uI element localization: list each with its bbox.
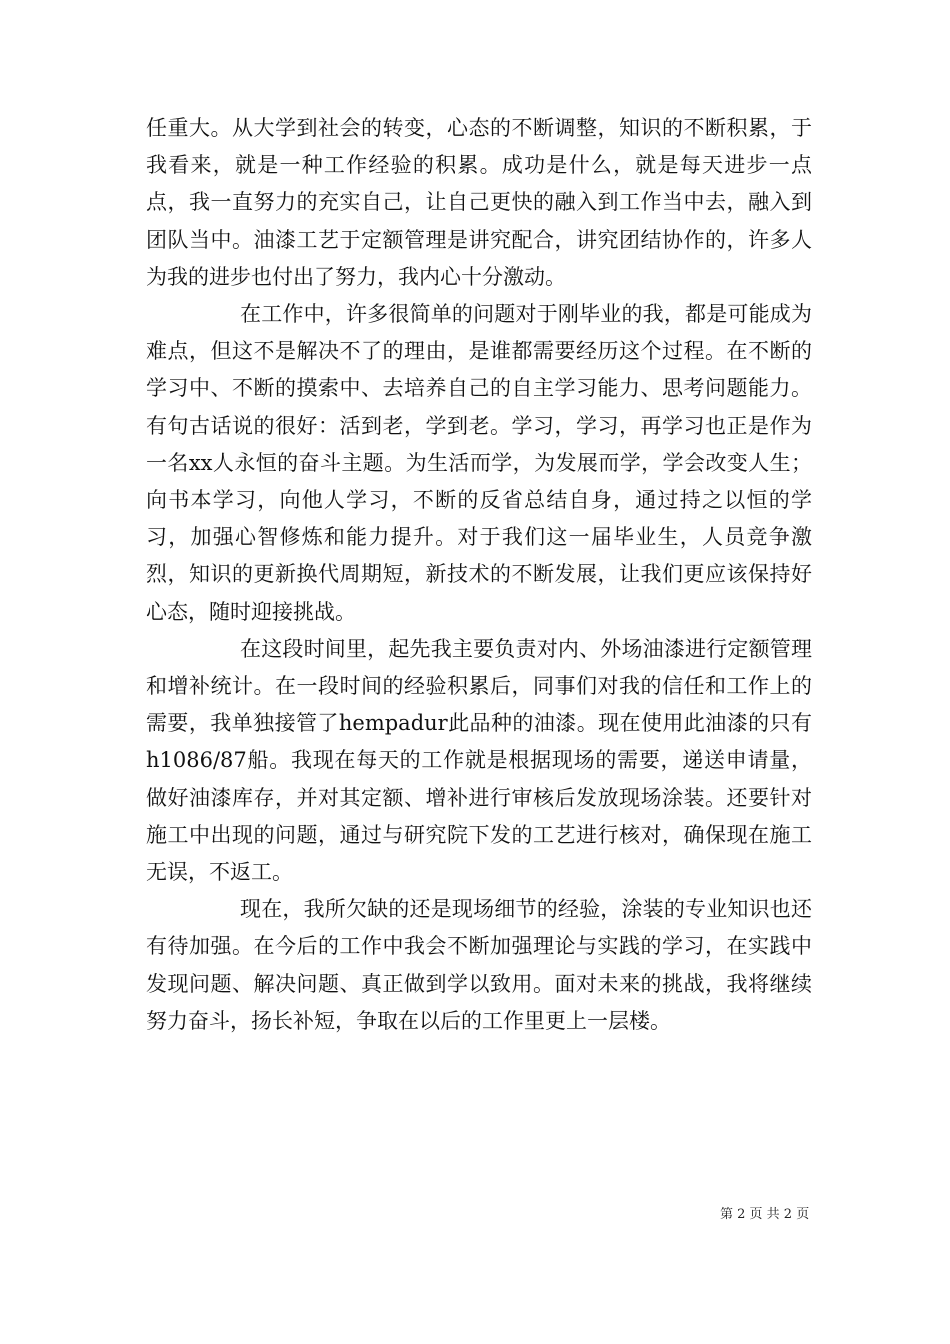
document-body [146, 110, 812, 1040]
paragraph-3: 在这段时间里，起先我主要负责对内、外场油漆进行定额管理和增补统计。在一段时间的经验积累后，同事们对我的信任和工作上的需要，我单独接管了hempadur此品种的油漆。现在使用此油漆的只有h1086/87船。我现在每天的工作就是根据现场的需要，递送申请量，做好油漆库存，并对其定额、增补进行审核后发放现场涂装。还要针对施工中出现的问题，通过与研究院下发的工艺进行核对，确保现在施工无误，不返工。 [146, 636, 812, 885]
paragraph-2: 在工作中，许多很简单的问题对于刚毕业的我，都是可能成为难点，但这不是解决不了的理由，是谁都需要经历这个过程。在不断的学习中、不断的摸索中、去培养自己的自主学习能力、思考问题能力。有句古话说的很好：活到老，学到老。学习，学习，再学习也正是作为一名xx人永恒的奋斗主题。为生活而学，为发展而学，学会改变人生；向书本学习，向他人学习，不断的反省总结自身，通过持之以恒的学习，加强心智修炼和能力提升。对于我们这一届毕业生，人员竞争激烈，知识的更新换代周期短，新技术的不断发展，让我们更应该保持好心态，随时迎接挑战。 [146, 302, 812, 624]
paragraph-4: 现在，我所欠缺的还是现场细节的经验，涂装的专业知识也还有待加强。在今后的工作中我会不断加强理论与实践的学习，在实践中发现问题、解决问题、真正做到学以致用。面对未来的挑战，我将继续努力奋斗，扬长补短，争取在以后的工作里更上一层楼。 [146, 897, 812, 1033]
page-number-footer: 第 2 页 共 2 页 [720, 1207, 810, 1222]
paragraph-1: 任重大。从大学到社会的转变，心态的不断调整，知识的不断积累，于我看来，就是一种工作经验的积累。成功是什么，就是每天进步一点点，我一直努力的充实自己，让自己更快的融入到工作当中去，融入到团队当中。油漆工艺于定额管理是讲究配合，讲究团结协作的，许多人为我的进步也付出了努力，我内心十分激动。 [146, 116, 812, 289]
